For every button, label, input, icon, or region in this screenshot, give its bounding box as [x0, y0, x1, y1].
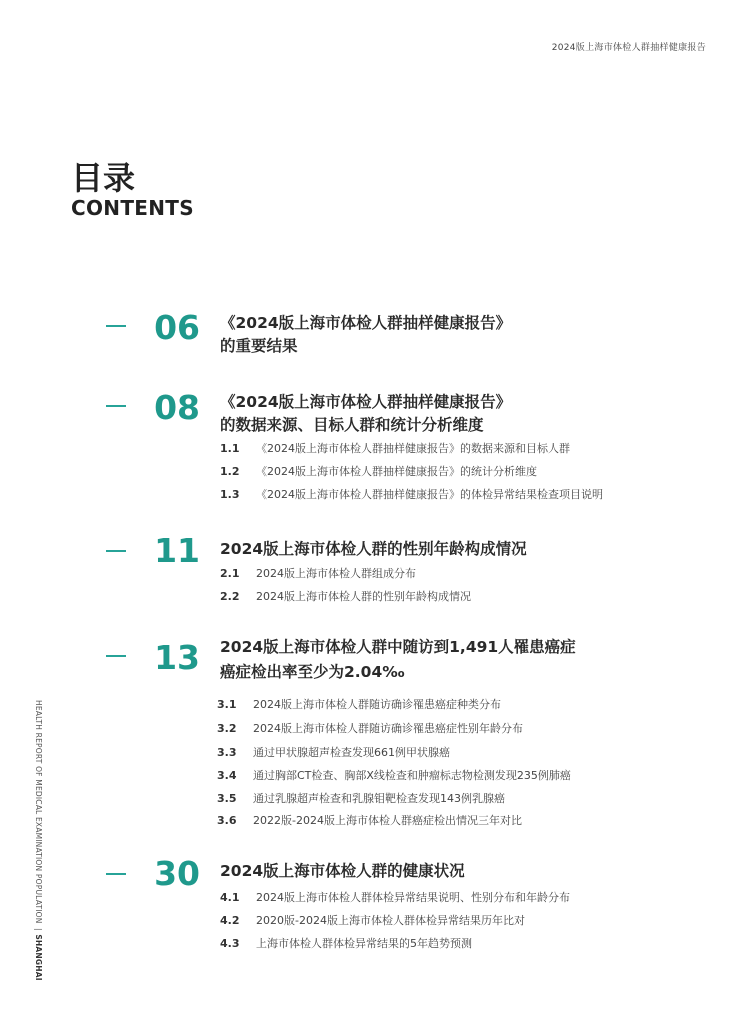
subitem-number: 3.3: [217, 746, 237, 759]
subitem-title: 2024版上海市体检人群的性别年龄构成情况: [256, 590, 471, 603]
toc-subitem[interactable]: [217, 698, 501, 712]
toc-subitem[interactable]: [220, 590, 471, 604]
toc-title-cn: 目录: [71, 159, 136, 197]
section-title-line[interactable]: 《2024版上海市体检人群抽样健康报告》: [220, 393, 512, 411]
subitem-number: 3.2: [217, 722, 237, 735]
subitem-number: 3.6: [217, 814, 237, 827]
toc-subitem[interactable]: [220, 442, 570, 456]
subitem-number: 2.2: [220, 590, 240, 603]
subitem-title: 2024版上海市体检人群随访确诊罹患癌症性别年龄分布: [253, 722, 523, 735]
section-page-number[interactable]: 06: [154, 308, 200, 347]
subitem-number: 3.1: [217, 698, 237, 711]
sidebar-city: SHANGHAI: [34, 934, 43, 981]
subitem-number: 1.2: [220, 465, 240, 478]
section-title-line[interactable]: 的数据来源、目标人群和统计分析维度: [220, 416, 484, 434]
subitem-number: 3.4: [217, 769, 237, 782]
section-title-line[interactable]: 2024版上海市体检人群的健康状况: [220, 862, 465, 880]
section-title-line[interactable]: 癌症检出率至少为2.04‰: [220, 663, 405, 681]
toc-subitem[interactable]: [220, 891, 570, 905]
toc-subitem[interactable]: [220, 937, 472, 951]
subitem-title: 通过甲状腺超声检查发现661例甲状腺癌: [253, 746, 450, 759]
subitem-number: 1.3: [220, 488, 240, 501]
toc-subitem[interactable]: [220, 488, 603, 502]
toc-subitem[interactable]: [220, 914, 525, 928]
subitem-number: 4.1: [220, 891, 240, 904]
subitem-number: 1.1: [220, 442, 240, 455]
subitem-title: 2020版-2024版上海市体检人群体检异常结果历年比对: [256, 914, 525, 927]
toc-subitem[interactable]: [220, 465, 537, 479]
sidebar-text: HEALTH REPORT OF MEDICAL EXAMINATION POPULATION: [34, 700, 43, 924]
subitem-title: 通过胸部CT检查、胸部X线检查和肿瘤标志物检测发现235例肺癌: [253, 769, 571, 782]
toc-subitem[interactable]: [217, 792, 505, 806]
subitem-title: 《2024版上海市体检人群抽样健康报告》的统计分析维度: [256, 465, 537, 478]
section-title-line[interactable]: 2024版上海市体检人群中随访到1,491人罹患癌症: [220, 638, 576, 656]
subitem-title: 2024版上海市体检人群随访确诊罹患癌症种类分布: [253, 698, 501, 711]
toc-title-en: CONTENTS: [71, 196, 194, 220]
subitem-number: 2.1: [220, 567, 240, 580]
subitem-number: 4.2: [220, 914, 240, 927]
sidebar-report-label: [34, 700, 43, 981]
toc-subitem[interactable]: [220, 567, 416, 581]
subitem-title: 2022版-2024版上海市体检人群癌症检出情况三年对比: [253, 814, 522, 827]
subitem-title: 通过乳腺超声检查和乳腺钼靶检查发现143例乳腺癌: [253, 792, 505, 805]
subitem-title: 2024版上海市体检人群组成分布: [256, 567, 416, 580]
section-page-number[interactable]: 11: [154, 531, 200, 570]
subitem-title: 上海市体检人群体检异常结果的5年趋势预测: [256, 937, 472, 950]
subitem-title: 《2024版上海市体检人群抽样健康报告》的数据来源和目标人群: [256, 442, 570, 455]
subitem-number: 4.3: [220, 937, 240, 950]
toc-subitem[interactable]: [217, 769, 571, 783]
subitem-title: 《2024版上海市体检人群抽样健康报告》的体检异常结果检查项目说明: [256, 488, 603, 501]
section-page-number[interactable]: 08: [154, 388, 200, 427]
section-page-number[interactable]: 30: [154, 854, 200, 893]
toc-subitem[interactable]: [217, 722, 523, 736]
toc-subitem[interactable]: [217, 746, 450, 760]
section-title-line[interactable]: 2024版上海市体检人群的性别年龄构成情况: [220, 540, 527, 558]
running-header: 2024版上海市体检人群抽样健康报告: [551, 43, 706, 53]
toc-subitem[interactable]: [217, 814, 522, 828]
section-page-number[interactable]: 13: [154, 638, 200, 677]
subitem-number: 3.5: [217, 792, 237, 805]
subitem-title: 2024版上海市体检人群体检异常结果说明、性别分布和年龄分布: [256, 891, 570, 904]
sidebar-separator: |: [34, 927, 43, 931]
section-title-line[interactable]: 的重要结果: [220, 337, 298, 355]
section-title-line[interactable]: 《2024版上海市体检人群抽样健康报告》: [220, 314, 512, 332]
